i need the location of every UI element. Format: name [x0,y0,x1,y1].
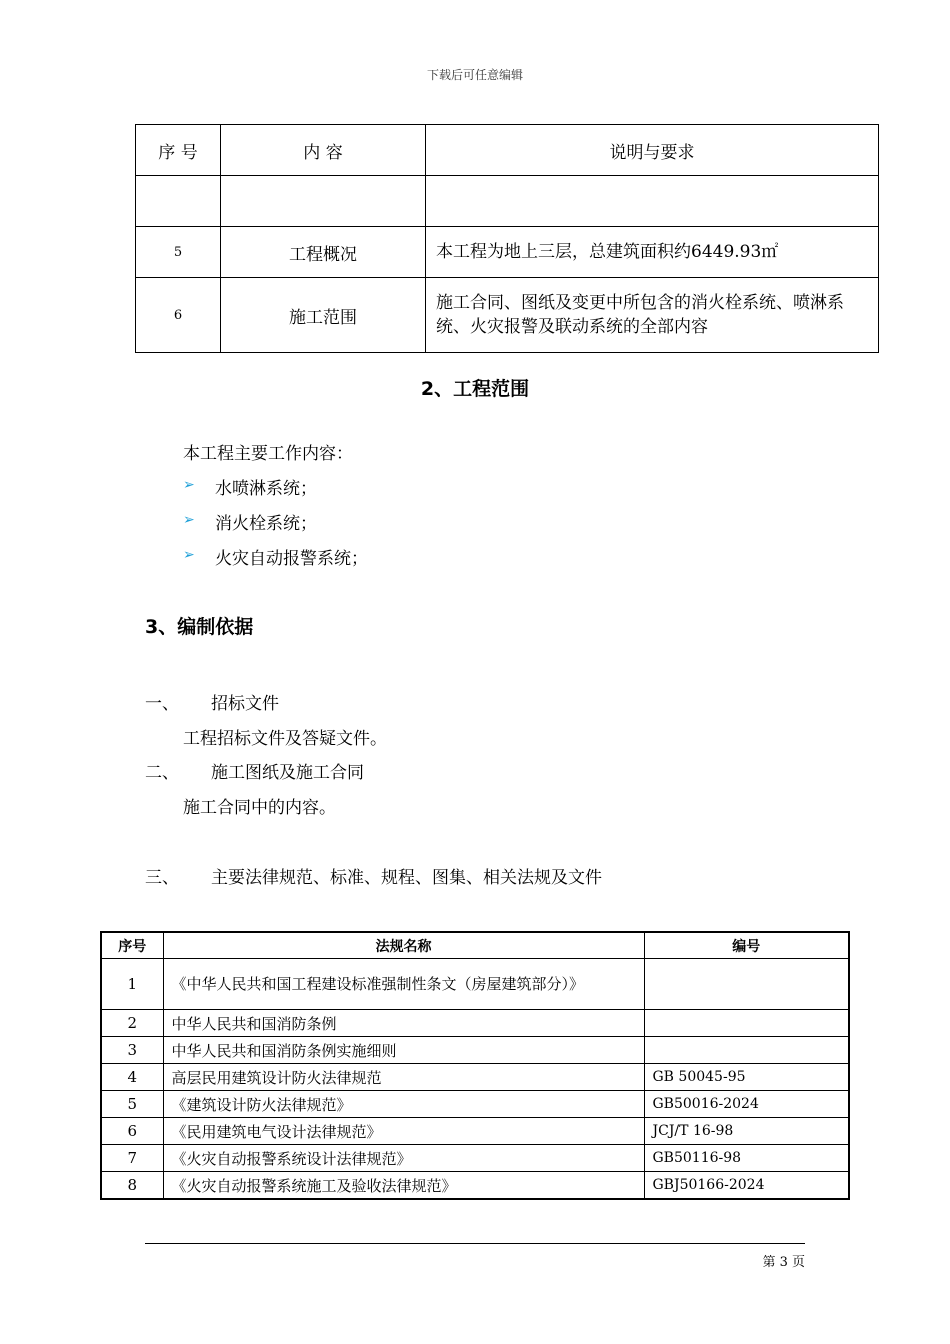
page-number: 第 3 页 [762,1255,805,1270]
table-row [136,176,879,227]
row-number: 5 [136,227,221,278]
regulation-name: 《建筑设计防火法律规范》 [163,1091,644,1118]
arrow-bullet-icon: ➢ [183,512,195,528]
regulation-code: GB50116-98 [644,1145,849,1172]
section-2-title: 2、工程范围 [420,378,530,400]
list-title: 施工图纸及施工合同 [211,763,364,783]
overview-table-header [136,125,879,176]
regulation-name: 中华人民共和国消防条例 [163,1010,644,1037]
regulations-table-header [101,932,849,959]
bullet-item-text: 消火栓系统； [215,514,317,534]
row-index: 3 [101,1037,163,1064]
column-header: 序号 [101,932,163,959]
bullet-item [183,544,195,563]
row-content: 施工范围 [221,278,426,353]
row-content [221,176,426,227]
list-title: 招标文件 [211,694,279,714]
regulation-name: 《民用建筑电气设计法律规范》 [163,1118,644,1145]
list-title: 主要法律规范、标准、规程、图集、相关法规及文件 [211,868,602,888]
table-row [101,959,849,1010]
column-header: 说明与要求 [426,125,879,176]
list-number: 三、 [145,868,179,888]
regulations-table [100,931,850,1200]
regulation-name: 高层民用建筑设计防火法律规范 [163,1064,644,1091]
column-header: 内 容 [221,125,426,176]
column-header: 序 号 [136,125,221,176]
header-watermark: 下载后可任意编辑 [426,68,523,82]
row-index: 4 [101,1064,163,1091]
table-row [101,1145,849,1172]
regulation-code: GBJ50166-2024 [644,1172,849,1200]
row-content: 工程概况 [221,227,426,278]
list-text: 施工合同中的内容。 [183,798,336,818]
regulation-code [644,959,849,1010]
row-index: 2 [101,1010,163,1037]
arrow-bullet-icon: ➢ [183,477,195,493]
bullet-item-text: 火灾自动报警系统； [215,549,368,569]
row-index: 8 [101,1172,163,1200]
arrow-bullet-icon: ➢ [183,547,195,563]
row-number [136,176,221,227]
regulation-name: 《中华人民共和国工程建设标准强制性条文（房屋建筑部分）》 [163,959,644,1010]
regulation-code: GB 50045-95 [644,1064,849,1091]
table-row [101,1010,849,1037]
row-description [426,176,879,227]
column-header: 编号 [644,932,849,959]
column-header: 法规名称 [163,932,644,959]
footer-divider [145,1243,805,1244]
row-index: 7 [101,1145,163,1172]
list-text: 工程招标文件及答疑文件。 [183,729,387,749]
table-row [101,1091,849,1118]
regulation-name: 中华人民共和国消防条例实施细则 [163,1037,644,1064]
table-row [101,1172,849,1200]
row-description: 施工合同、图纸及变更中所包含的消火栓系统、喷淋系统、火灾报警及联动系统的全部内容 [426,278,879,353]
row-description: 本工程为地上三层，总建筑面积约6449.93㎡ [426,227,879,278]
row-index: 5 [101,1091,163,1118]
list-number: 一、 [145,694,179,714]
table-row [136,278,879,353]
regulation-code [644,1037,849,1064]
list-number: 二、 [145,763,179,783]
regulation-name: 《火灾自动报警系统施工及验收法律规范》 [163,1172,644,1200]
regulation-name: 《火灾自动报警系统设计法律规范》 [163,1145,644,1172]
bullet-item [183,474,195,493]
regulation-code: GB50016-2024 [644,1091,849,1118]
section-3-title: 3、编制依据 [145,616,254,638]
row-number: 6 [136,278,221,353]
regulation-code: JCJ/T 16-98 [644,1118,849,1145]
bullet-item [183,509,195,528]
bullet-item-text: 水喷淋系统； [215,479,317,499]
table-row [136,227,879,278]
row-index: 6 [101,1118,163,1145]
regulation-code [644,1010,849,1037]
overview-table [135,124,879,353]
table-row [101,1064,849,1091]
table-row [101,1037,849,1064]
row-index: 1 [101,959,163,1010]
table-row [101,1118,849,1145]
section-2-intro: 本工程主要工作内容： [183,444,353,464]
